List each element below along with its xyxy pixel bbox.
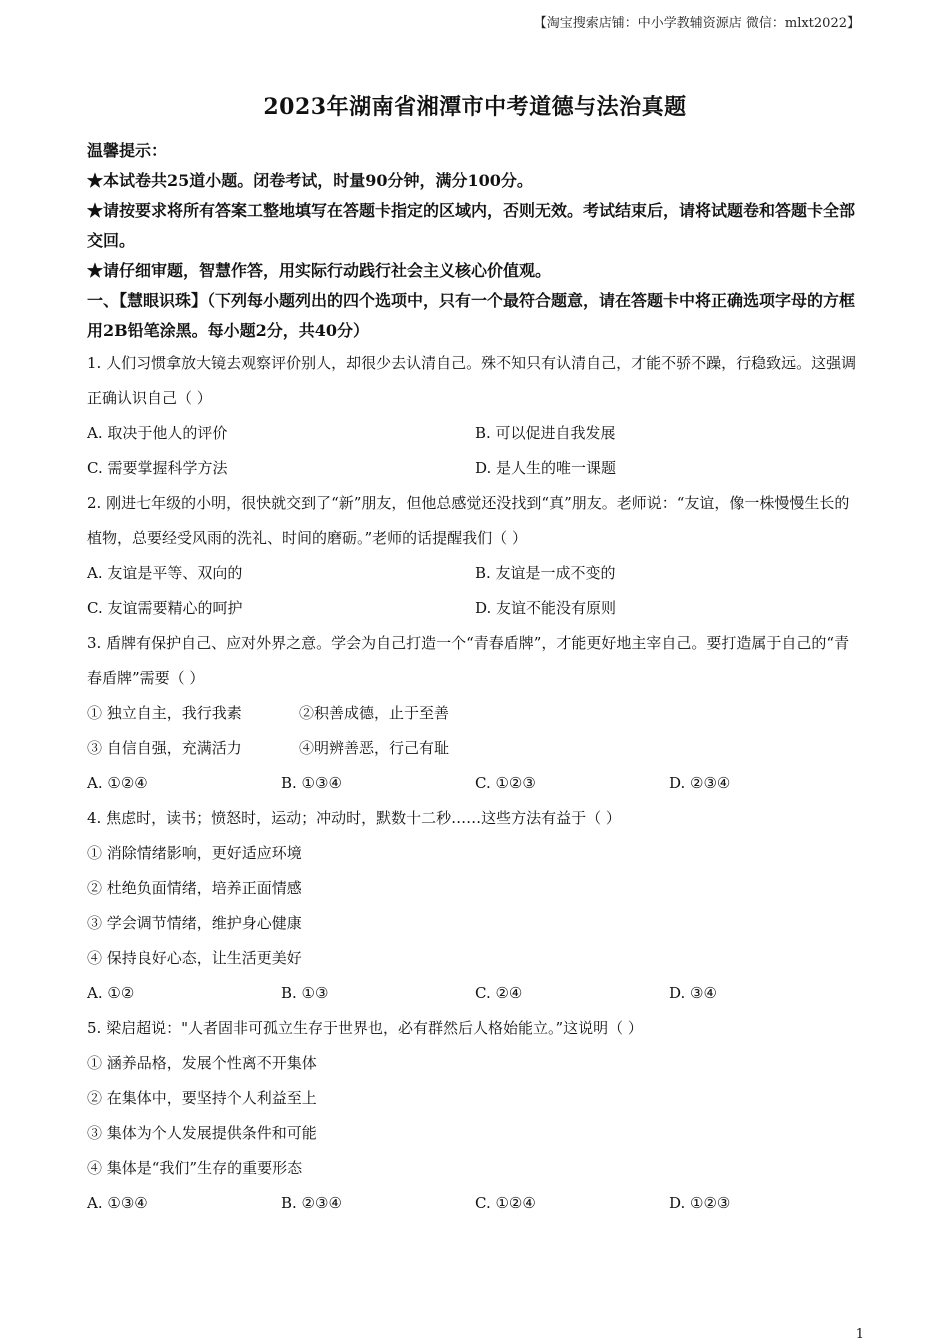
question-3-stem: 3. 盾牌有保护自己、应对外界之意。学会为自己打造一个“青春盾牌”，才能更好地主宰自己。要打造属于自己的“青春盾牌”需要（ ） — [87, 634, 850, 687]
question-2-options-row-2 — [87, 591, 863, 626]
question-3-option-b: B. ①③④ — [281, 774, 342, 792]
question-5-item-2: ② 在集体中，要坚持个人利益至上 — [87, 1089, 317, 1107]
question-5-item-3: ③ 集体为个人发展提供条件和可能 — [87, 1124, 317, 1142]
question-1-option-a: A. 取决于他人的评价 — [87, 424, 228, 442]
question-5-item-1: ① 涵养品格，发展个性离不开集体 — [87, 1054, 317, 1072]
question-4-option-a: A. ①② — [87, 984, 135, 1002]
question-1-option-d: D. 是人生的唯一课题 — [475, 459, 617, 477]
question-1-option-b: B. 可以促进自我发展 — [475, 424, 616, 442]
question-3-option-c: C. ①②③ — [475, 774, 536, 792]
tips-line-3: ★请仔细审题，智慧作答，用实际行动践行社会主义核心价值观。 — [87, 261, 552, 280]
question-3-items-row-1 — [87, 696, 863, 731]
question-1-options-row-1 — [87, 416, 863, 451]
question-1-options-row-2 — [87, 451, 863, 486]
question-4-options — [87, 976, 863, 1011]
question-5-stem: 5. 梁启超说："人者固非可孤立生存于世界也，必有群然后人格始能立。”这说明（ ） — [87, 1019, 643, 1037]
question-2-option-b: B. 友谊是一成不变的 — [475, 564, 616, 582]
question-3-item-1: ① 独立自主，我行我素 — [87, 704, 242, 722]
question-2-option-d: D. 友谊不能没有原则 — [475, 599, 617, 617]
question-4-option-d: D. ③④ — [669, 984, 717, 1002]
question-1-stem: 1. 人们习惯拿放大镜去观察评价别人，却很少去认清自己。殊不知只有认清自己，才能不骄不躁，行稳致远。这强调正确认识自己（ ） — [87, 354, 857, 407]
tips-heading: 温馨提示： — [87, 141, 168, 160]
question-5-option-a: A. ①③④ — [87, 1194, 148, 1212]
question-4-item-4: ④ 保持良好心态，让生活更美好 — [87, 949, 302, 967]
question-3-option-a: A. ①②④ — [87, 774, 148, 792]
page-number: 1 — [855, 1327, 864, 1342]
question-2-options-row-1 — [87, 556, 863, 591]
question-1-option-c: C. 需要掌握科学方法 — [87, 459, 228, 477]
question-5-item-4: ④ 集体是“我们”生存的重要形态 — [87, 1159, 303, 1177]
question-4-option-b: B. ①③ — [281, 984, 329, 1002]
question-2-option-c: C. 友谊需要精心的呵护 — [87, 599, 243, 617]
question-3-items-row-2 — [87, 731, 863, 766]
question-2-stem: 2. 刚进七年级的小明，很快就交到了“新”朋友，但他总感觉还没找到“真”朋友。老师说：“友谊，像一株慢慢生长的植物，总要经受风雨的洗礼、时间的磨砺。”老师的话提醒我们（ ） — [87, 494, 850, 547]
question-2-option-a: A. 友谊是平等、双向的 — [87, 564, 243, 582]
question-5-option-c: C. ①②④ — [475, 1194, 536, 1212]
question-4-stem: 4. 焦虑时，读书；愤怒时，运动；冲动时，默数十二秒……这些方法有益于（ ） — [87, 809, 621, 827]
question-4-item-3: ③ 学会调节情绪，维护身心健康 — [87, 914, 302, 932]
question-5-option-b: B. ②③④ — [281, 1194, 342, 1212]
question-3-item-2: ②积善成德，止于至善 — [299, 704, 450, 722]
question-3-item-4: ④明辨善恶，行己有耻 — [299, 739, 450, 757]
tips-line-2: ★请按要求将所有答案工整地填写在答题卡指定的区域内，否则无效。考试结束后，请将试题卷和答题卡全部交回。 — [87, 201, 856, 250]
header-note: 【淘宝搜索店铺：中小学教辅资源店 微信：mlxt2022】 — [533, 16, 860, 31]
question-3-option-d: D. ②③④ — [669, 774, 731, 792]
section-heading: 一、【慧眼识珠】（下列每小题列出的四个选项中，只有一个最符合题意，请在答题卡中将正确选项字母的方框用2B铅笔涂黑。每小题2分，共40分） — [87, 291, 856, 340]
tips-line-1: ★本试卷共25道小题。闭卷考试，时量90分钟，满分100分。 — [87, 171, 533, 190]
question-5-option-d: D. ①②③ — [669, 1194, 731, 1212]
question-4-item-2: ② 杜绝负面情绪，培养正面情感 — [87, 879, 302, 897]
page-title: 2023年湖南省湘潭市中考道德与法治真题 — [263, 94, 687, 120]
question-4-option-c: C. ②④ — [475, 984, 523, 1002]
question-5-options — [87, 1186, 863, 1221]
question-3-options — [87, 766, 863, 801]
question-4-item-1: ① 消除情绪影响，更好适应环境 — [87, 844, 302, 862]
exam-content — [87, 136, 863, 1221]
question-3-item-3: ③ 自信自强，充满活力 — [87, 739, 242, 757]
